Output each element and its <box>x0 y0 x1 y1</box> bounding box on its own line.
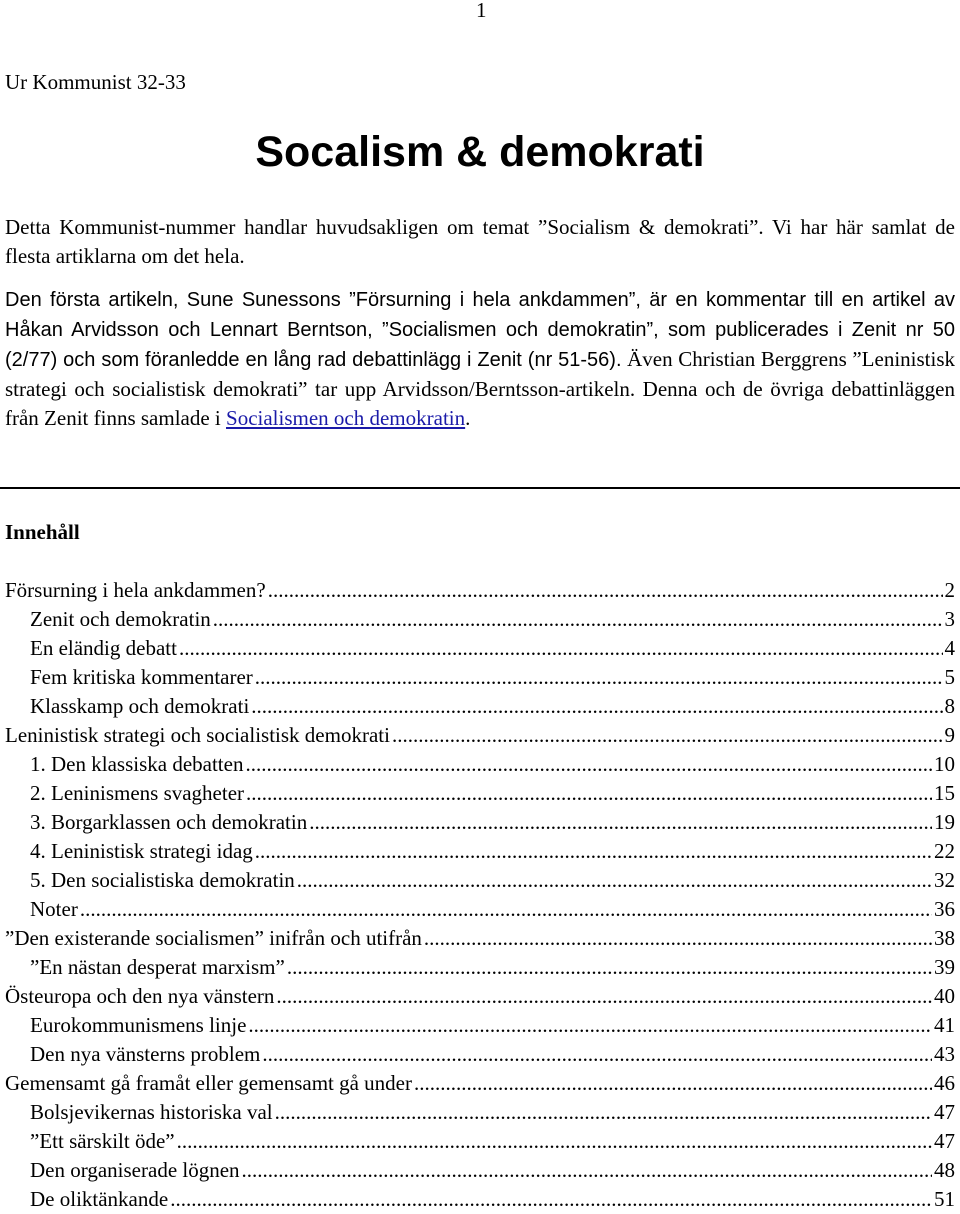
toc-dot-leader <box>309 808 932 837</box>
toc-entry-title[interactable]: Gemensamt gå framåt eller gemensamt gå under <box>5 1071 412 1095</box>
toc-entry-title[interactable]: ”En nästan desperat marxism” <box>30 955 285 979</box>
toc-entry-page-number[interactable]: 22 <box>934 839 955 863</box>
toc-entry-page-number[interactable]: 36 <box>934 897 955 921</box>
toc-entry-title[interactable]: De oliktänkande <box>30 1187 169 1211</box>
toc-entry-page-number[interactable]: 10 <box>934 752 955 776</box>
toc-entry-title[interactable]: 3. Borgarklassen och demokratin <box>30 810 308 834</box>
toc-entry-page-number[interactable]: 48 <box>934 1158 955 1182</box>
body-paragraph-part1: Den första artikeln, Sune Sunessons ”Försurning i hela ankdammen”, är en kommentar till en artikel av Håkan Arvidsson och Lennart Berntson, ”Socialismen och demokratin”, som publicerades i Zenit nr 50 (2/77) och som föranledde en lång rad debattinlägg i Zenit (nr 51-56). <box>5 289 955 371</box>
toc-dot-leader <box>177 1127 932 1156</box>
toc-dot-leader <box>242 1156 932 1185</box>
toc-entry-page-number[interactable]: 39 <box>934 955 955 979</box>
toc-entry-page-number[interactable]: 9 <box>944 723 955 747</box>
toc-entry[interactable] <box>5 895 955 924</box>
toc-dot-leader <box>179 634 943 663</box>
toc-entry[interactable] <box>5 924 955 953</box>
toc-entry[interactable] <box>5 837 955 866</box>
toc-dot-leader <box>276 982 932 1011</box>
toc-dot-leader <box>245 750 932 779</box>
toc-entry-page-number[interactable]: 2 <box>944 578 955 602</box>
toc-dot-leader <box>213 605 943 634</box>
page-number: 1 <box>476 0 487 22</box>
toc-entry-title[interactable]: Noter <box>30 897 78 921</box>
toc-entry-page-number[interactable]: 4 <box>944 636 955 660</box>
toc-entry[interactable] <box>5 1156 955 1185</box>
toc-entry[interactable] <box>5 663 955 692</box>
toc-heading: Innehåll <box>5 520 80 544</box>
toc-dot-leader <box>414 1069 932 1098</box>
toc-entry-title[interactable]: Den nya vänsterns problem <box>30 1042 261 1066</box>
toc-entry-page-number[interactable]: 5 <box>944 665 955 689</box>
body-paragraph <box>5 285 955 433</box>
toc-entry[interactable] <box>5 808 955 837</box>
toc-entry-page-number[interactable]: 43 <box>934 1042 955 1066</box>
toc-dot-leader <box>246 779 932 808</box>
toc-entry-title[interactable]: 2. Leninismens svagheter <box>30 781 245 805</box>
toc-entry-title[interactable]: Fem kritiska kommentarer <box>30 665 253 689</box>
toc-entry[interactable] <box>5 779 955 808</box>
toc-entry[interactable] <box>5 866 955 895</box>
toc-entry-page-number[interactable]: 40 <box>934 984 955 1008</box>
toc-entry-title[interactable]: Bolsjevikernas historiska val <box>30 1100 273 1124</box>
toc-entry-page-number[interactable]: 15 <box>934 781 955 805</box>
toc-entry-title[interactable]: Klasskamp och demokrati <box>30 694 250 718</box>
toc-dot-leader <box>424 924 932 953</box>
toc-entry-title[interactable]: Zenit och demokratin <box>30 607 211 631</box>
toc-entry-page-number[interactable]: 19 <box>934 810 955 834</box>
toc-dot-leader <box>255 663 943 692</box>
toc-entry[interactable] <box>5 576 955 605</box>
toc-entry-title[interactable]: 5. Den socialistiska demokratin <box>30 868 295 892</box>
toc-dot-leader <box>297 866 932 895</box>
toc-entry-page-number[interactable]: 46 <box>934 1071 955 1095</box>
toc-entry[interactable] <box>5 982 955 1011</box>
toc-entry-page-number[interactable]: 3 <box>944 607 955 631</box>
toc-entry[interactable] <box>5 721 955 750</box>
toc-entry-title[interactable]: ”Ett särskilt öde” <box>30 1129 175 1153</box>
toc-entry[interactable] <box>5 1098 955 1127</box>
toc-entry[interactable] <box>5 605 955 634</box>
toc-entry-title[interactable]: 1. Den klassiska debatten <box>30 752 244 776</box>
toc-entry-page-number[interactable]: 38 <box>934 926 955 950</box>
toc-entry-page-number[interactable]: 47 <box>934 1100 955 1124</box>
toc-entry[interactable] <box>5 1127 955 1156</box>
table-of-contents <box>5 576 955 1214</box>
toc-dot-leader <box>287 953 932 982</box>
toc-dot-leader <box>392 721 943 750</box>
document-title-text: Socalism & demokrati <box>255 128 705 176</box>
horizontal-rule <box>0 487 960 489</box>
toc-entry[interactable] <box>5 1185 955 1214</box>
body-paragraph-part2: Även Christian Berggrens ”Leninistisk strategi och socialistisk demokrati” tar upp Arvidsson/Berntsson-artikeln. Denna och de övriga debattinläggen från Zenit finns samlade i <box>5 347 956 430</box>
toc-entry-title[interactable]: En eländig debatt <box>30 636 177 660</box>
socialismen-och-demokratin-link[interactable]: Socialismen och demokratin <box>226 406 466 430</box>
toc-dot-leader <box>275 1098 932 1127</box>
intro-paragraph: Detta Kommunist-nummer handlar huvudsakligen om temat ”Socialism & demokrati”. Vi har här samlat de flesta artiklarna om det hela. <box>5 215 955 268</box>
toc-dot-leader <box>251 692 942 721</box>
source-line: Ur Kommunist 32-33 <box>5 70 186 94</box>
toc-entry-page-number[interactable]: 47 <box>934 1129 955 1153</box>
toc-entry-page-number[interactable]: 41 <box>934 1013 955 1037</box>
toc-entry[interactable] <box>5 634 955 663</box>
toc-entry-page-number[interactable]: 8 <box>944 694 955 718</box>
toc-dot-leader <box>80 895 932 924</box>
toc-entry-title[interactable]: ”Den existerande socialismen” inifrån och utifrån <box>5 926 422 950</box>
toc-dot-leader <box>268 576 943 605</box>
toc-entry[interactable] <box>5 1011 955 1040</box>
toc-entry[interactable] <box>5 692 955 721</box>
toc-entry-title[interactable]: Försurning i hela ankdammen? <box>5 578 266 602</box>
toc-dot-leader <box>262 1040 932 1069</box>
toc-dot-leader <box>170 1185 932 1214</box>
toc-entry-title[interactable]: 4. Leninistisk strategi idag <box>30 839 253 863</box>
document-title <box>0 128 960 177</box>
body-paragraph-part3: . <box>465 406 471 430</box>
toc-entry-title[interactable]: Den organiserade lögnen <box>30 1158 240 1182</box>
toc-dot-leader <box>255 837 932 866</box>
toc-entry-title[interactable]: Östeuropa och den nya vänstern <box>5 984 275 1008</box>
toc-entry[interactable] <box>5 1069 955 1098</box>
toc-entry-title[interactable]: Leninistisk strategi och socialistisk demokrati <box>5 723 390 747</box>
toc-entry-page-number[interactable]: 51 <box>934 1187 955 1211</box>
toc-dot-leader <box>248 1011 932 1040</box>
toc-entry-title[interactable]: Eurokommunismens linje <box>30 1013 247 1037</box>
toc-entry[interactable] <box>5 1040 955 1069</box>
toc-entry[interactable] <box>5 750 955 779</box>
toc-entry[interactable] <box>5 953 955 982</box>
toc-entry-page-number[interactable]: 32 <box>934 868 955 892</box>
